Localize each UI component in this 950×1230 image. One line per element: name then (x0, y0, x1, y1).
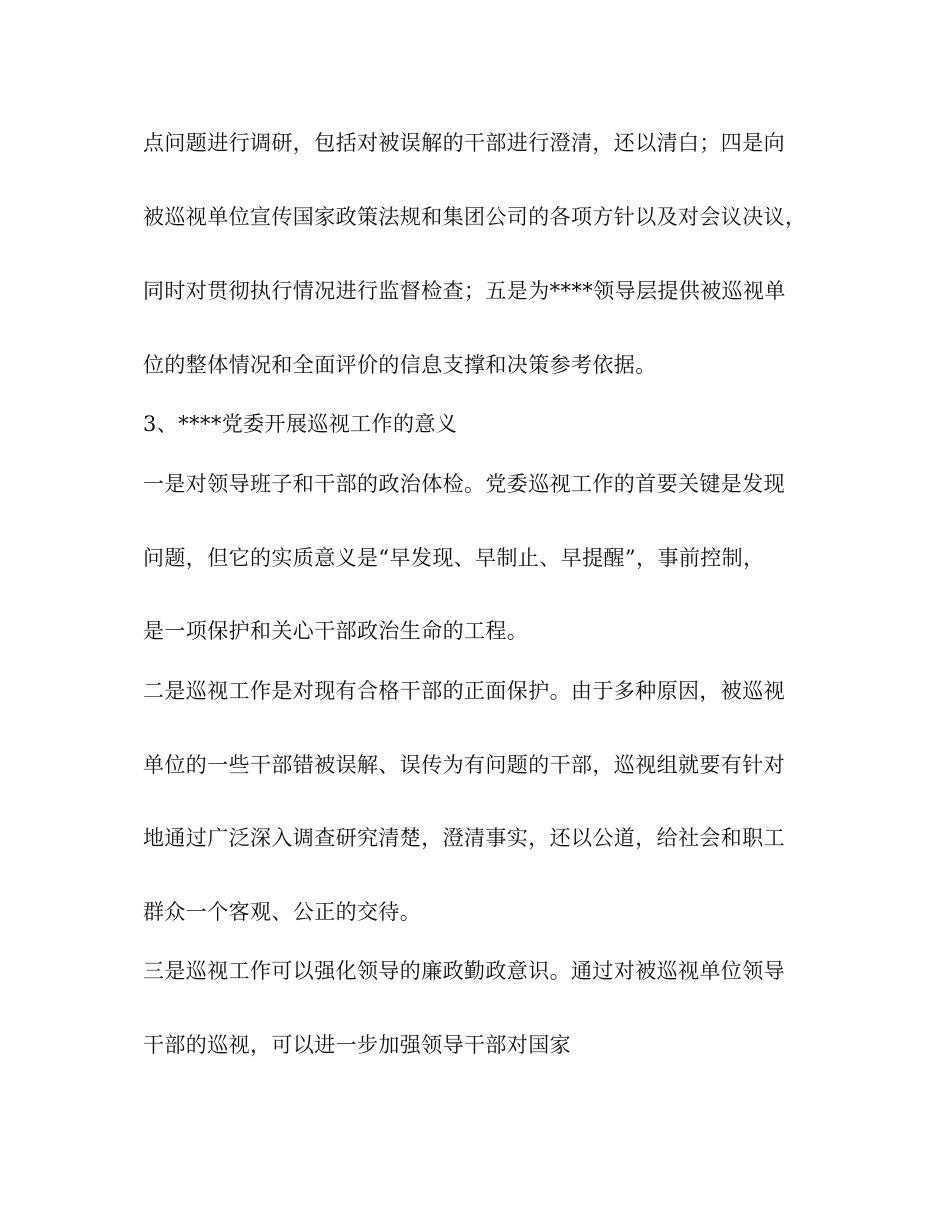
text-line: 一是对领导班子和干部的政治体检。党委巡视工作的首要关键是发现 (143, 472, 785, 496)
section-heading: 3、****党委开展巡视工作的意义 (143, 412, 458, 436)
text-line: 点问题进行调研，包括对被误解的干部进行澄清，还以清白；四是向 (143, 131, 785, 155)
text-line: 三是巡视工作可以强化领导的廉政勤政意识。通过对被巡视单位领导 (143, 959, 785, 983)
text-line: 群众一个客观、公正的交待。 (143, 900, 422, 924)
text-line: 被巡视单位宣传国家政策法规和集团公司的各项方针以及对会议决议， (143, 205, 807, 229)
text-line: 干部的巡视，可以进一步加强领导干部对国家 (143, 1033, 571, 1057)
text-line: 是一项保护和关心干部政治生命的工程。 (143, 619, 529, 643)
text-line: 二是巡视工作是对现有合格干部的正面保护。由于多种原因，被巡视 (143, 679, 785, 703)
text-line: 同时对贯彻执行情况进行监督检查；五是为****领导层提供被巡视单 (143, 279, 786, 303)
text-line: 问题，但它的实质意义是“早发现、早制止、早提醒”，事前控制， (143, 546, 765, 570)
text-line: 地通过广泛深入调查研究清楚，澄清事实，还以公道，给社会和职工 (143, 826, 785, 850)
text-line: 位的整体情况和全面评价的信息支撑和决策参考依据。 (143, 353, 657, 377)
text-line: 单位的一些干部错被误解、误传为有问题的干部，巡视组就要有针对 (143, 753, 785, 777)
